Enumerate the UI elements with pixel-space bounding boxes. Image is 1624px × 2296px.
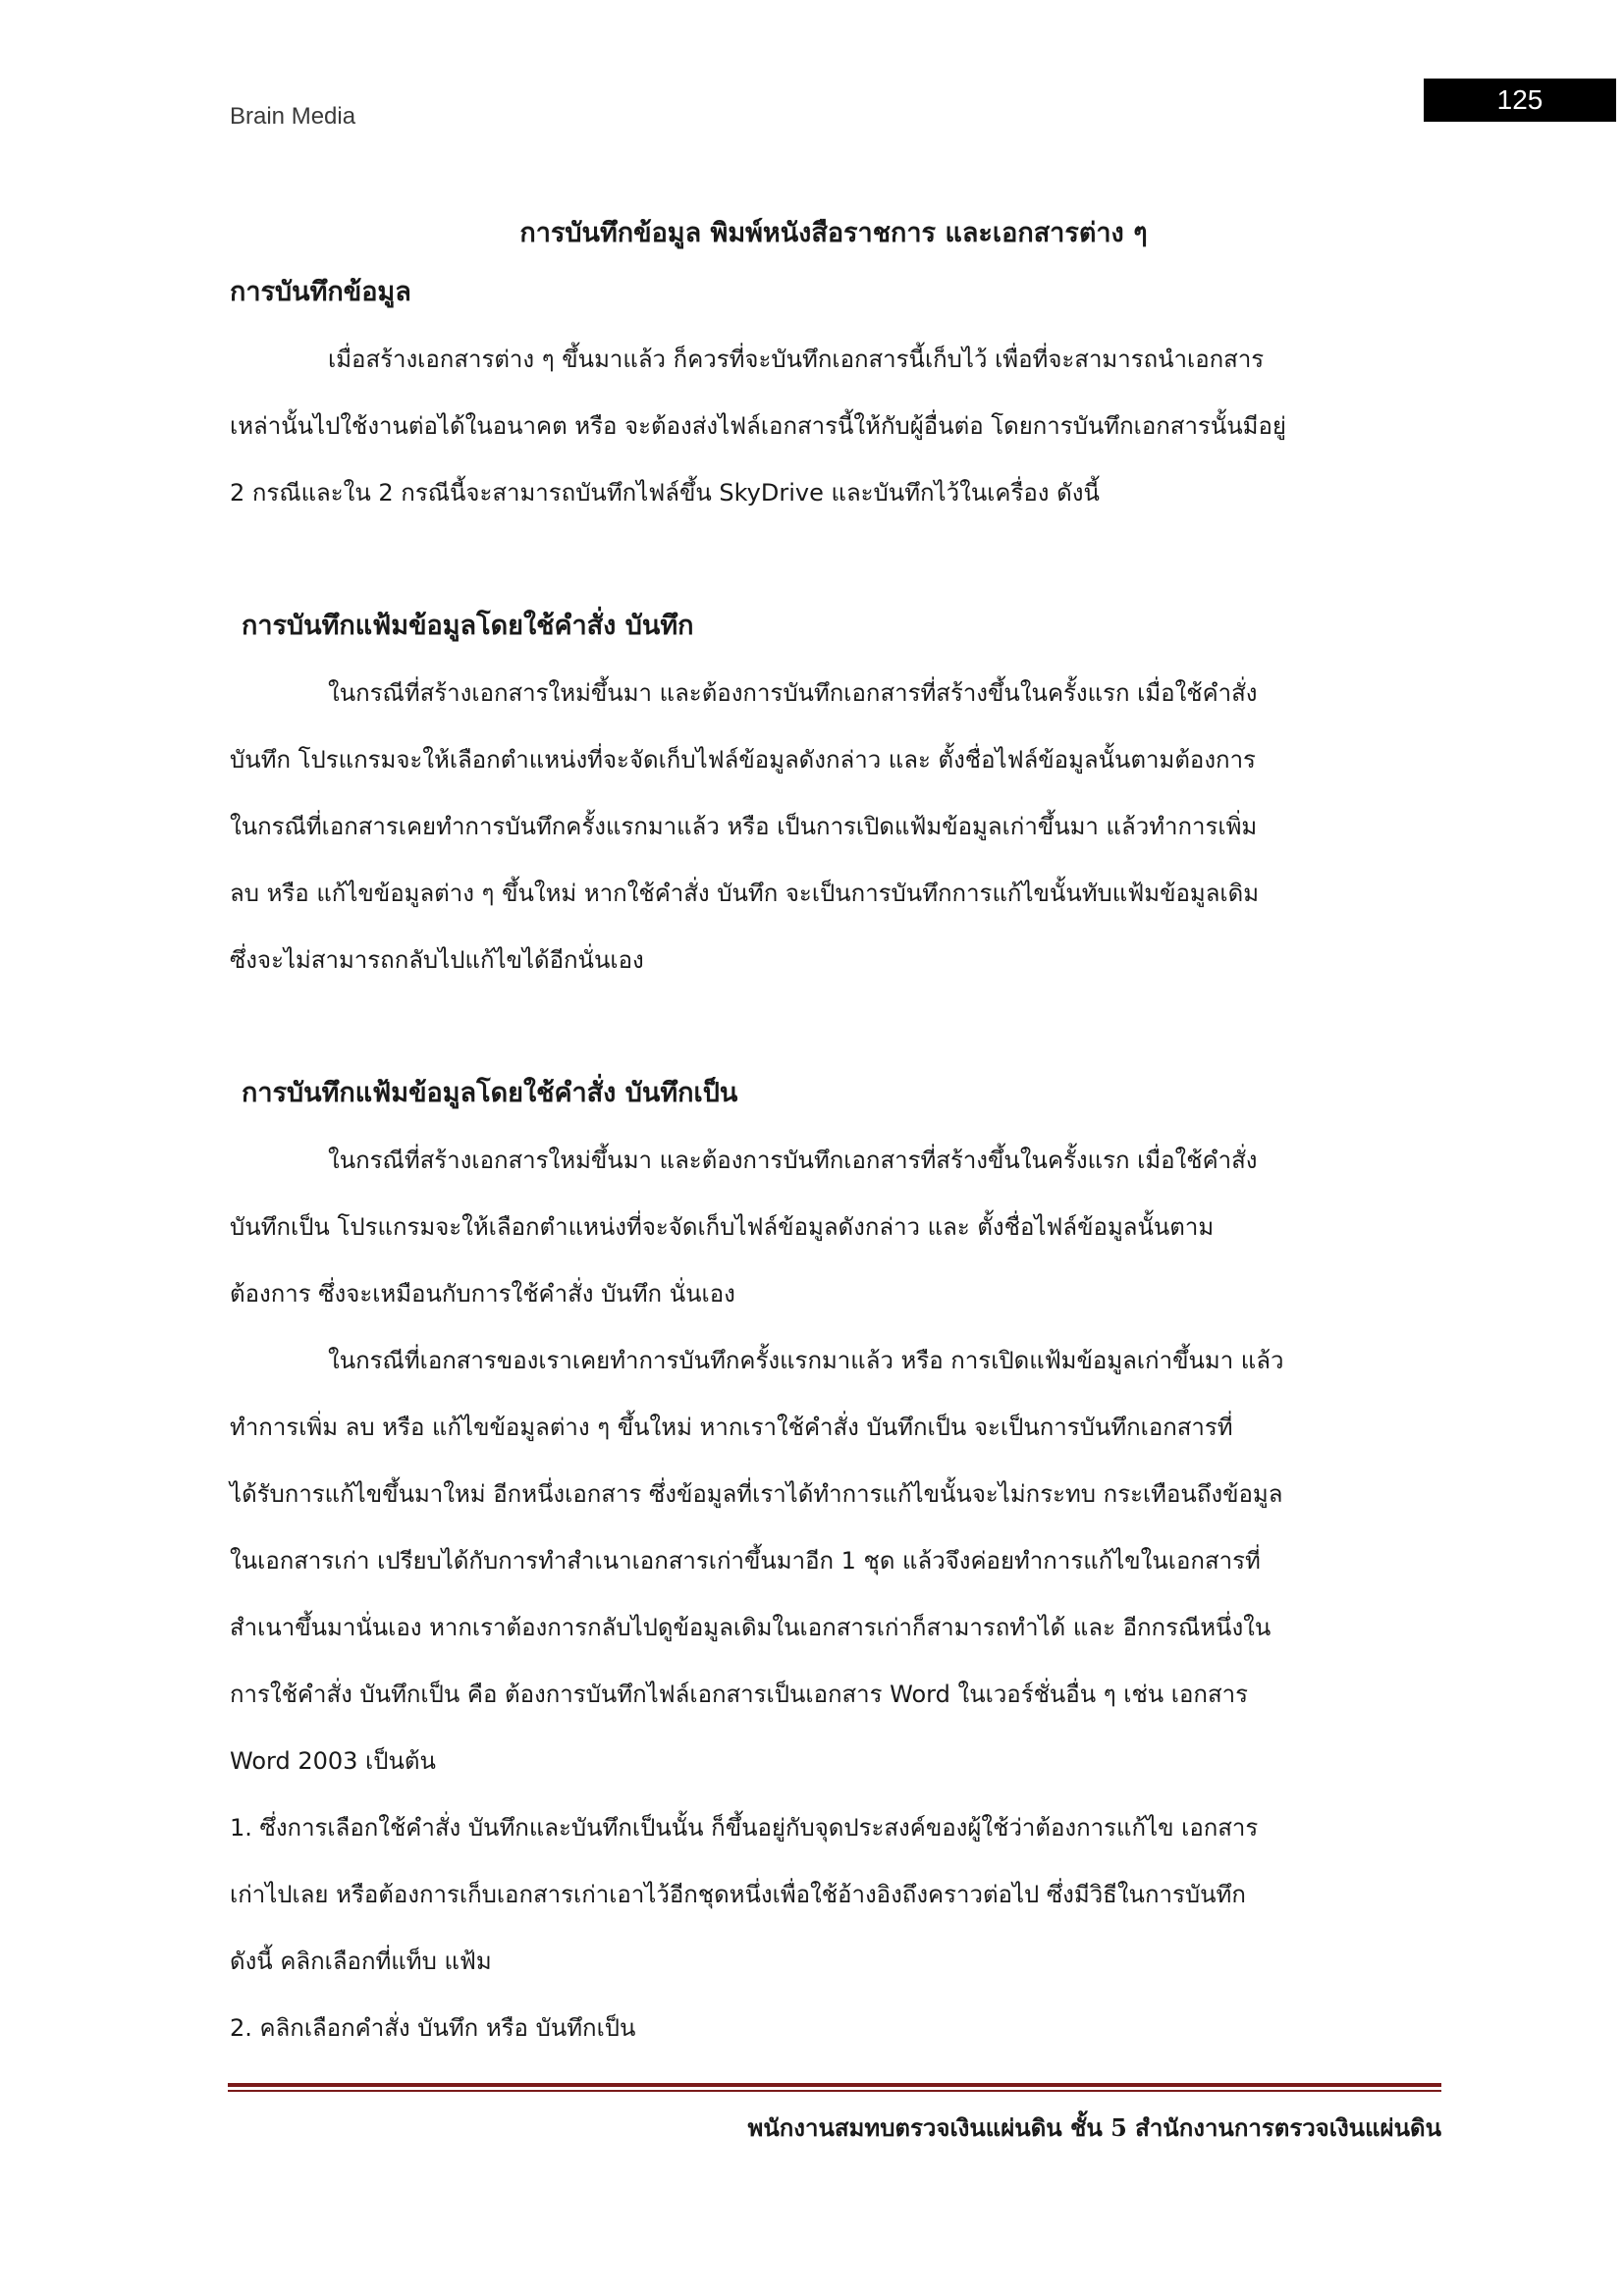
paragraph-line: ในกรณีที่เอกสารเคยทำการบันทึกครั้งแรกมาแล้ว หรือ เป็นการเปิดแฟ้มข้อมูลเก่าขึ้นมา แล้วทำการเพิ่ม: [230, 813, 1258, 840]
paragraph-line: ในกรณีที่เอกสารของเราเคยทำการบันทึกครั้งแรกมาแล้ว หรือ การเปิดแฟ้มข้อมูลเก่าขึ้นมา แล้ว: [328, 1347, 1284, 1374]
footer-divider-thin: [228, 2090, 1441, 2092]
paragraph-line: 2 กรณีและใน 2 กรณีนี้จะสามารถบันทึกไฟล์ขึ้น SkyDrive และบันทึกไว้ในเครื่อง ดังนี้: [230, 479, 1100, 507]
paragraph-line: การใช้คำสั่ง บันทึกเป็น คือ ต้องการบันทึกไฟล์เอกสารเป็นเอกสาร Word ในเวอร์ชั่นอื่น ๆ เช่น เอกสาร: [230, 1681, 1248, 1708]
spacer: [230, 993, 1437, 1060]
document-title: การบันทึกข้อมูล พิมพ์หนังสือราชการ และเอกสารต่าง ๆ: [519, 218, 1148, 248]
paragraph-line: ในเอกสารเก่า เปรียบได้กับการทำสำเนาเอกสารเก่าขึ้นมาอีก 1 ชุด แล้วจึงค่อยทำการแก้ไขในเอกสารที่: [230, 1547, 1261, 1575]
paragraph-line: ได้รับการแก้ไขขึ้นมาใหม่ อีกหนึ่งเอกสาร ซึ่งข้อมูลที่เราได้ทำการแก้ไขนั้นจะไม่กระทบ กระเทือนถึงข้อมูล: [230, 1480, 1283, 1508]
document-body: [230, 208, 1437, 2061]
paragraph-line: ซึ่งจะไม่สามารถกลับไปแก้ไขได้อีกนั่นเอง: [230, 946, 644, 974]
paragraph-line: เมื่อสร้างเอกสารต่าง ๆ ขึ้นมาแล้ว ก็ควรที่จะบันทึกเอกสารนี้เก็บไว้ เพื่อที่จะสามารถนำเอกสาร: [328, 346, 1265, 373]
page-number: 125: [1424, 79, 1616, 122]
step-line: 1. ซึ่งการเลือกใช้คำสั่ง บันทึกและบันทึกเป็นนั้น ก็ขึ้นอยู่กับจุดประสงค์ของผู้ใช้ว่าต้องการแก้ไข เอกสาร: [230, 1814, 1259, 1842]
paragraph-line: Word 2003 เป็นต้น: [230, 1747, 436, 1775]
paragraph-line: ต้องการ ซึ่งจะเหมือนกับการใช้คำสั่ง บันทึก นั่นเอง: [230, 1280, 735, 1308]
section-heading-save-command: การบันทึกแฟ้มข้อมูลโดยใช้คำสั่ง บันทึก: [242, 611, 694, 641]
step-line: เก่าไปเลย หรือต้องการเก็บเอกสารเก่าเอาไว้อีกชุดหนึ่งเพื่อใช้อ้างอิงถึงคราวต่อไป ซึ่งมีวิธีในการบันทึก: [230, 1881, 1246, 1908]
spacer: [230, 526, 1437, 593]
section-heading-save-data: การบันทึกข้อมูล: [230, 277, 411, 307]
paragraph-line: ลบ หรือ แก้ไขข้อมูลต่าง ๆ ขึ้นใหม่ หากใช้คำสั่ง บันทึก จะเป็นการบันทึกการแก้ไขนั้นทับแฟ้มข้อมูลเดิม: [230, 880, 1260, 907]
paragraph-line: เหล่านั้นไปใช้งานต่อได้ในอนาคต หรือ จะต้องส่งไฟล์เอกสารนี้ให้กับผู้อื่นต่อ โดยการบันทึกเอกสารนั้นมีอยู่: [230, 412, 1286, 440]
header-brand: Brain Media: [230, 103, 356, 130]
paragraph-line: บันทึกเป็น โปรแกรมจะให้เลือกตำแหน่งที่จะจัดเก็บไฟล์ข้อมูลดังกล่าว และ ตั้งชื่อไฟล์ข้อมูลนั้นตาม: [230, 1213, 1215, 1241]
paragraph-line: บันทึก โปรแกรมจะให้เลือกตำแหน่งที่จะจัดเก็บไฟล์ข้อมูลดังกล่าว และ ตั้งชื่อไฟล์ข้อมูลนั้นตามต้องการ: [230, 746, 1256, 774]
step-line: 2. คลิกเลือกคำสั่ง บันทึก หรือ บันทึกเป็น: [230, 2014, 636, 2042]
section-heading-save-as-command: การบันทึกแฟ้มข้อมูลโดยใช้คำสั่ง บันทึกเป็น: [242, 1078, 738, 1108]
step-line: ดังนี้ คลิกเลือกที่แท็บ แฟ้ม: [230, 1948, 492, 1975]
paragraph-line: สำเนาขึ้นมานั่นเอง หากเราต้องการกลับไปดูข้อมูลเดิมในเอกสารเก่าก็สามารถทำได้ และ อีกกรณีหนึ่งใน: [230, 1614, 1272, 1641]
paragraph-line: ทำการเพิ่ม ลบ หรือ แก้ไขข้อมูลต่าง ๆ ขึ้นใหม่ หากเราใช้คำสั่ง บันทึกเป็น จะเป็นการบันทึกเอกสารที่: [230, 1414, 1233, 1441]
paragraph-line: ในกรณีที่สร้างเอกสารใหม่ขึ้นมา และต้องการบันทึกเอกสารที่สร้างขึ้นในครั้งแรก เมื่อใช้คำสั่ง: [328, 679, 1258, 707]
footer-text: พนักงานสมทบตรวจเงินแผ่นดิน ชั้น 5 สำนักงานการตรวจเงินแผ่นดิน: [747, 2113, 1441, 2142]
paragraph-line: ในกรณีที่สร้างเอกสารใหม่ขึ้นมา และต้องการบันทึกเอกสารที่สร้างขึ้นในครั้งแรก เมื่อใช้คำสั่ง: [328, 1147, 1258, 1174]
footer-divider: [228, 2083, 1441, 2087]
